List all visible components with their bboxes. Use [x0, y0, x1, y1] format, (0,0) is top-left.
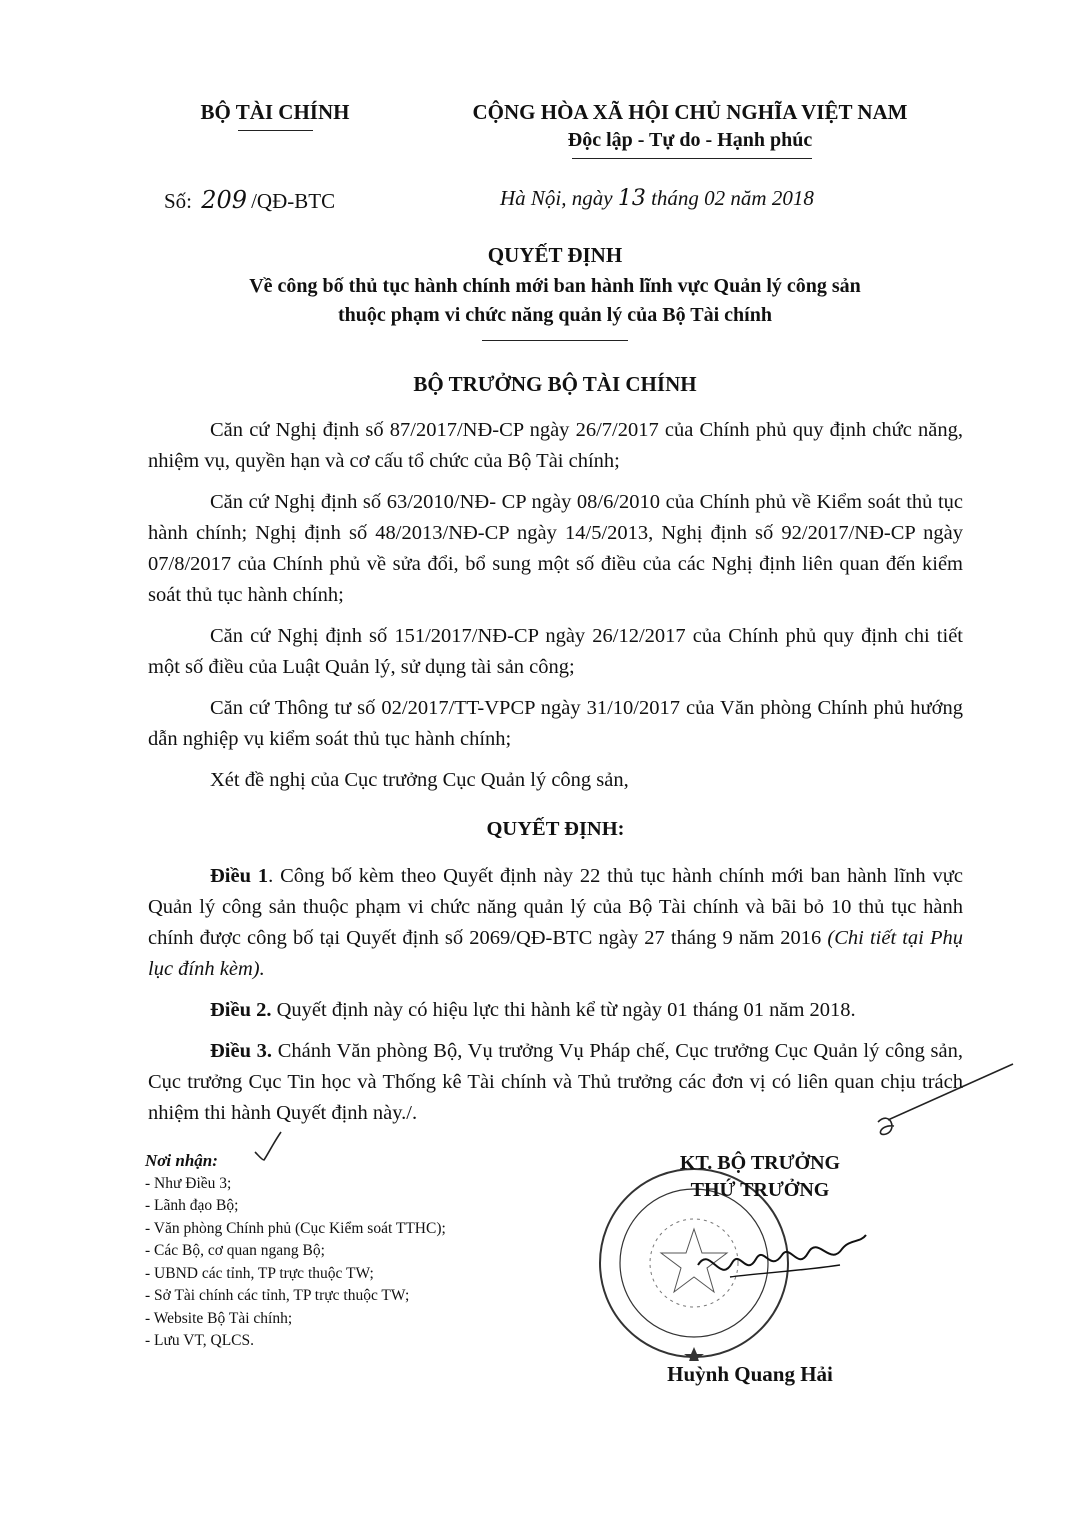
- place-date-day-handwritten: 13: [617, 186, 646, 211]
- place-and-date: [500, 186, 880, 211]
- article-3: [148, 1036, 963, 1129]
- subtitle-line-2: thuộc phạm vi chức năng quản lý của Bộ Tài chính: [338, 304, 772, 326]
- recipient-item: - Như Điều 3;: [145, 1174, 232, 1192]
- article-2-text: Quyết định này có hiệu lực thi hành kể từ ngày 01 tháng 01 năm 2018.: [271, 999, 856, 1021]
- subtitle-line-1: Về công bố thủ tục hành chính mới ban hành lĩnh vực Quản lý công sản: [249, 275, 861, 297]
- signature-role-line-2: THỨ TRƯỞNG: [690, 1179, 830, 1201]
- recipient-item: - Các Bộ, cơ quan ngang Bộ;: [145, 1242, 325, 1259]
- document-subtitle: [160, 272, 950, 330]
- article-1: [148, 861, 963, 985]
- recipient-item: - UBND các tỉnh, TP trực thuộc TW;: [145, 1264, 374, 1282]
- recipient-item: - Sở Tài chính các tỉnh, TP trực thuộc TW;: [145, 1287, 410, 1304]
- signer-name: Huỳnh Quang Hải: [667, 1362, 833, 1386]
- national-title: CỘNG HÒA XÃ HỘI CHỦ NGHĨA VIỆT NAM: [472, 100, 908, 124]
- preamble-paragraph: Căn cứ Nghị định số 63/2010/NĐ- CP ngày 08/6/2010 của Chính phủ về Kiểm soát thủ tục hành chính; Nghị định số 48/2013/NĐ-CP ngày 14/5/2013, Nghị định số 92/2017/NĐ-CP ngày 07/8/2017 của Chính phủ về sửa đổi, bổ sung một số điều của các Nghị định liên quan đến kiểm soát thủ tục hành chính;: [148, 491, 963, 606]
- decision-heading: QUYẾT ĐỊNH:: [486, 818, 625, 840]
- recipient-item: - Văn phòng Chính phủ (Cục Kiểm soát TTHC);: [145, 1219, 446, 1237]
- place-date-prefix: Hà Nội, ngày: [500, 186, 613, 210]
- issuing-authority: BỘ TRƯỞNG BỘ TÀI CHÍNH: [413, 372, 697, 396]
- article-1-text: . Công bố kèm theo Quyết định này 22 thủ tục hành chính mới ban hành lĩnh vực Quản lý công sản thuộc phạm vi chức năng quản lý của Bộ Tài chính và bãi bỏ 10 thủ tục hành chính được công bố tại Quyết định số 2069/QĐ-BTC ngày 27 tháng 9 năm 2016: [148, 865, 964, 949]
- article-2-label: Điều 2.: [210, 999, 272, 1021]
- signature-role-line-1: KT. BỘ TRƯỞNG: [679, 1152, 841, 1174]
- document-number-handwritten: 209: [201, 186, 248, 214]
- motto-underline: [572, 158, 812, 159]
- document-title: QUYẾT ĐỊNH: [487, 243, 623, 267]
- signature-role: [630, 1150, 890, 1204]
- article-1-label: Điều 1: [210, 865, 269, 887]
- document-body: [148, 415, 963, 1139]
- preamble-paragraph: Căn cứ Thông tư số 02/2017/TT-VPCP ngày 31/10/2017 của Văn phòng Chính phủ hướng dẫn nghiệp vụ kiểm soát thủ tục hành chính;: [148, 697, 963, 750]
- recipient-item: - Lãnh đạo Bộ;: [145, 1197, 239, 1214]
- preamble-paragraph: Căn cứ Nghị định số 87/2017/NĐ-CP ngày 26/7/2017 của Chính phủ quy định chức năng, nhiệm vụ, quyền hạn và cơ cấu tổ chức của Bộ Tài chính;: [148, 419, 963, 472]
- recipients-heading: Nơi nhận:: [145, 1151, 218, 1170]
- national-motto: Độc lập - Tự do - Hạnh phúc: [567, 129, 813, 151]
- organization-underline: [238, 130, 313, 131]
- preamble-paragraph: Căn cứ Nghị định số 151/2017/NĐ-CP ngày 26/12/2017 của Chính phủ quy định chi tiết một số điều của Luật Quản lý, sử dụng tài sản công;: [148, 625, 963, 678]
- preamble-paragraph: Xét đề nghị của Cục trưởng Cục Quản lý công sản,: [210, 769, 629, 791]
- handwritten-signature-icon: [690, 1215, 870, 1295]
- article-1-note: (Chi tiết tại Phụ lục đính kèm).: [148, 927, 964, 980]
- checkmark-icon: [253, 1130, 283, 1164]
- recipient-item: - Website Bộ Tài chính;: [145, 1309, 293, 1327]
- article-3-text: Chánh Văn phòng Bộ, Vụ trưởng Vụ Pháp chế, Cục trưởng Cục Quản lý công sản, Cục trưởng Cục Tin học và Thống kê Tài chính và Thủ trưởng các đơn vị có liên quan chịu trách nhiệm thi hành Quyết định này./.: [148, 1040, 964, 1124]
- title-underline: [482, 340, 628, 341]
- document-number: [164, 186, 335, 214]
- recipient-item: - Lưu VT, QLCS.: [145, 1332, 255, 1349]
- article-3-label: Điều 3.: [210, 1040, 273, 1062]
- article-2: [148, 995, 963, 1026]
- initial-scribble-icon: [868, 1060, 1018, 1140]
- recipients-block: [145, 1150, 565, 1353]
- issuing-organization: BỘ TÀI CHÍNH: [200, 100, 350, 124]
- document-number-suffix: /QĐ-BTC: [251, 189, 336, 213]
- document-number-prefix: Số:: [164, 189, 193, 213]
- place-date-suffix: tháng 02 năm 2018: [651, 186, 814, 210]
